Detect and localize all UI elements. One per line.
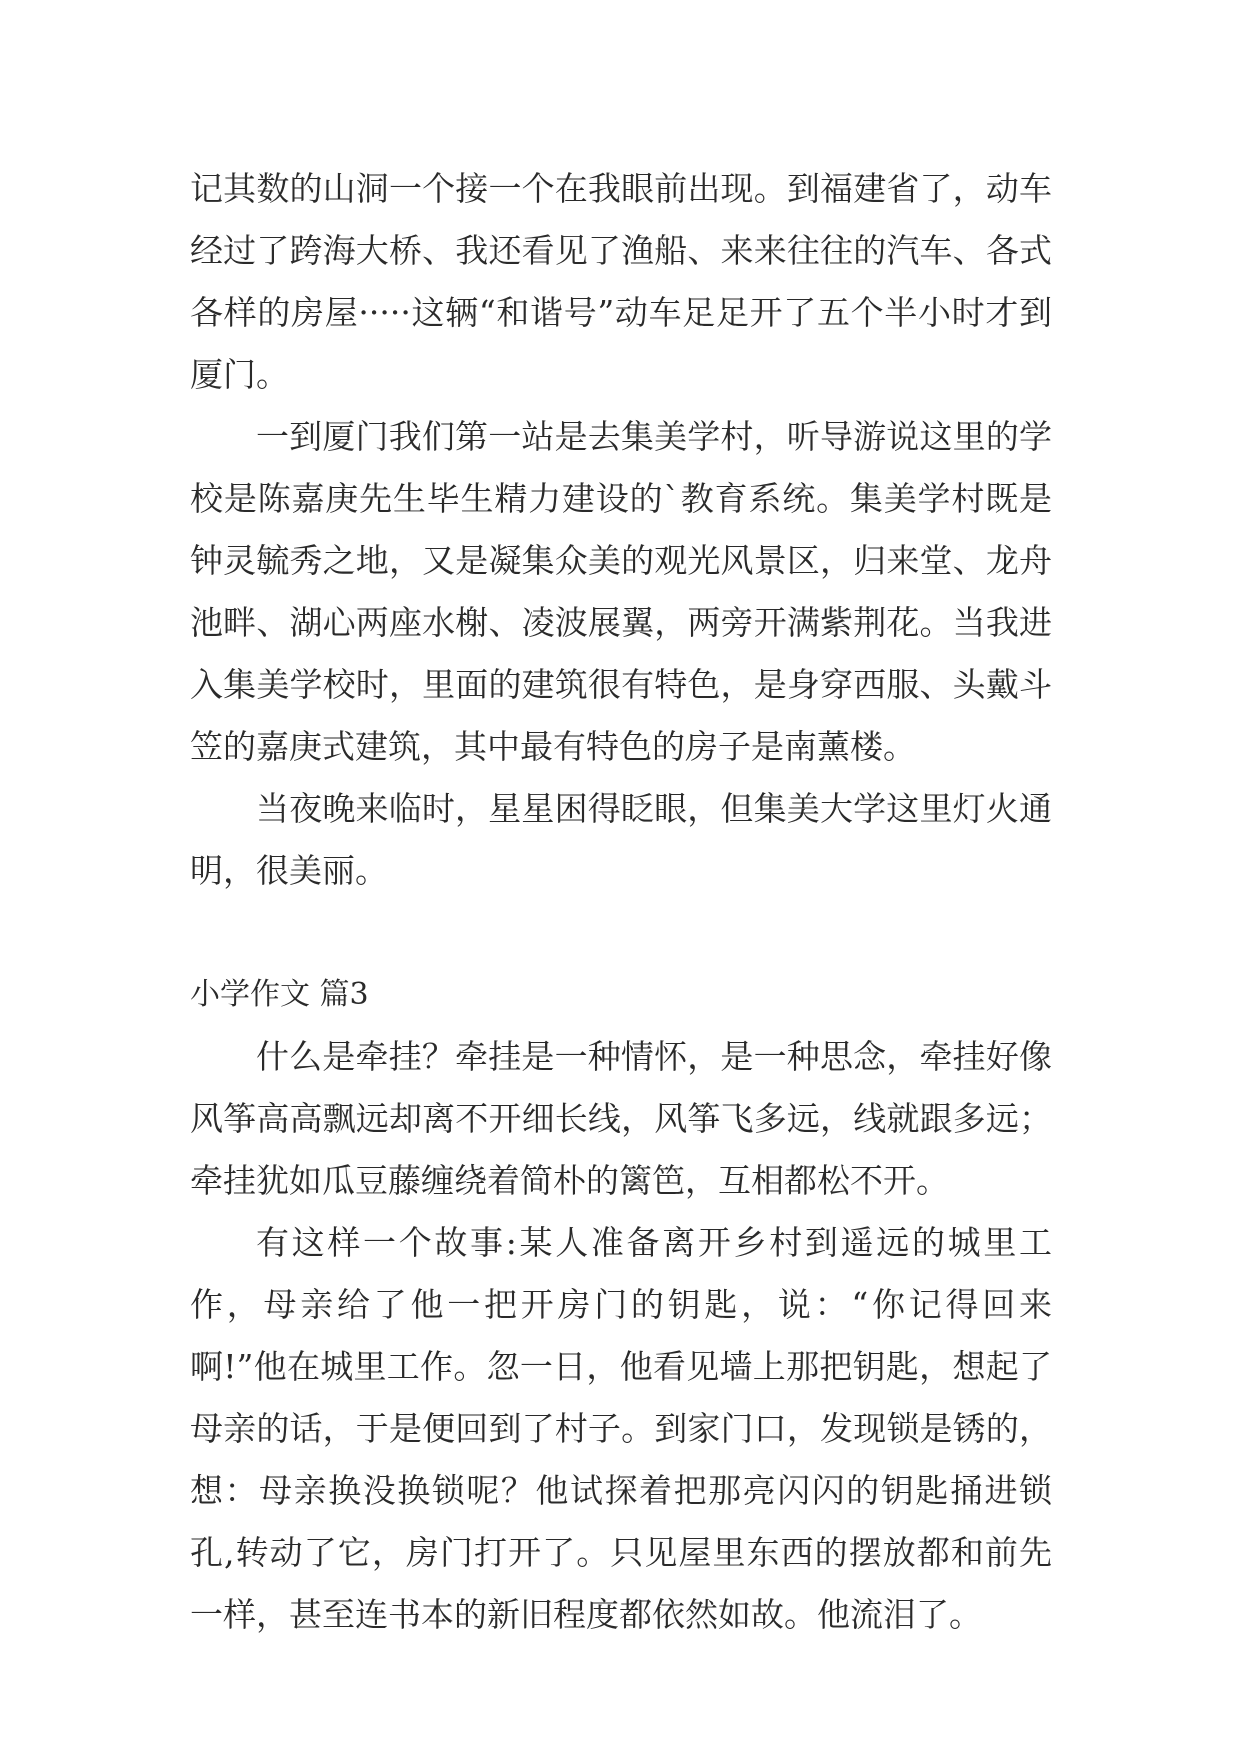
section-title: 小学作文 篇3 xyxy=(190,977,369,1012)
paragraph: 一到厦门我们第一站是去集美学村，听导游说这里的学校是陈嘉庚先生毕生精力建设的`教育系统。集美学村既是钟灵毓秀之地，又是凝集众美的观光风景区，归来堂、龙舟池畔、湖心两座水榭、凌波展翼，两旁开满紫荆花。当我进入集美学校时，里面的建筑很有特色，是身穿西服、头戴斗笠的嘉庚式建筑，其中最有特色的房子是南薰楼。 xyxy=(190,417,1052,766)
paragraph: 记其数的山洞一个接一个在我眼前出现。到福建省了，动车经过了跨海大桥、我还看见了渔船、来来往往的汽车、各式各样的房屋·····这辆“和谐号”动车足足开了五个半小时才到厦门。 xyxy=(190,169,1052,394)
section-spacer xyxy=(190,902,1052,964)
paragraph: 当夜晚来临时，星星困得眨眼，但集美大学这里灯火通明，很美丽。 xyxy=(190,789,1052,890)
document-body xyxy=(190,158,1052,1646)
paragraph: 有这样一个故事:某人准备离开乡村到遥远的城里工作，母亲给了他一把开房门的钥匙，说：“你记得回来啊!”他在城里工作。忽一日，他看见墙上那把钥匙，想起了母亲的话，于是便回到了村子。到家门口，发现锁是锈的，想：母亲换没换锁呢？他试探着把那亮闪闪的钥匙捅进锁孔,转动了它，房门打开了。只见屋里东西的摆放都和前先一样，甚至连书本的新旧程度都依然如故。他流泪了。 xyxy=(190,1223,1052,1634)
paragraph: 什么是牵挂？牵挂是一种情怀，是一种思念，牵挂好像风筝高高飘远却离不开细长线，风筝飞多远，线就跟多远；牵挂犹如瓜豆藤缠绕着简朴的篱笆，互相都松不开。 xyxy=(190,1037,1052,1200)
